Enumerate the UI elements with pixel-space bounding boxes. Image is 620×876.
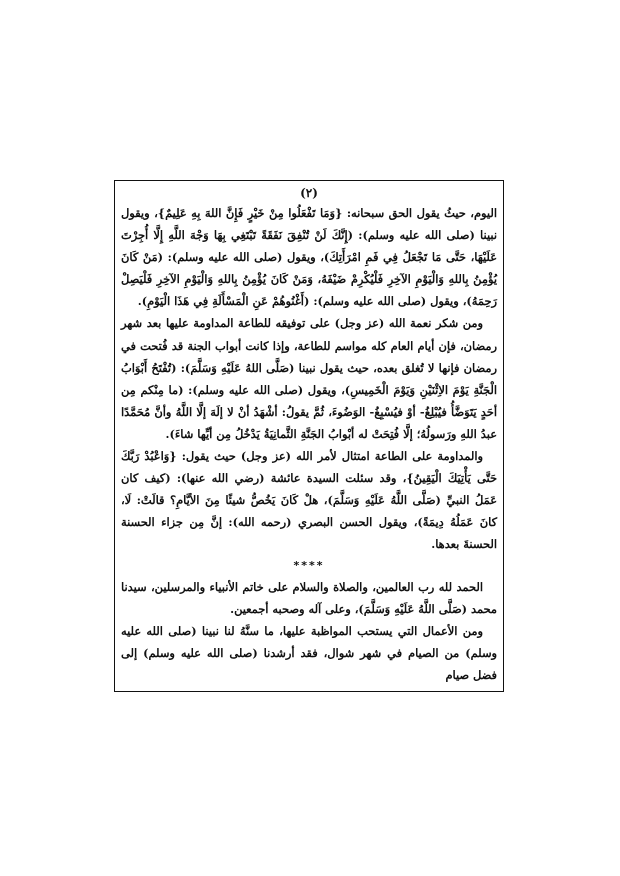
page-frame [114, 180, 504, 692]
section-separator: **** [293, 558, 325, 572]
paragraph-5: ومن الأعمال التي يستحب المواظبة عليها، ما سنَّهُ لنا نبينا (صلى الله عليه وسلم) من الصيام في شهر شوال، فقد أرشدنا (صلى الله عليه وسلم) إلى فضل صيام [121, 623, 497, 682]
paragraph-1: اليوم، حيثُ يقول الحق سبحانه: {وَمَا تَفْعَلُوا مِنْ خَيْرٍ فَإِنَّ اللهَ بِهِ عَلِيمٌ}، ويقول نبينا (صلى الله عليه وسلم): (إِنَّكَ لَنْ تُنْفِقَ نَفَقَةً تَبْتَغِي بِهَا وَجْهَ اللَّهِ إِلَّا أُجِرْتَ عَلَيْهَا، حَتَّى مَا تَجْعَلُ فِي فَمِ امْرَأَتِكَ)، ويقول (صلى الله عليه وسلم): (مَنْ كَانَ يُؤْمِنُ بِاللهِ وَالْيَوْمِ الآخِرِ فَلْيُكْرِمْ ضَيْفَهُ، وَمَنْ كَانَ يُؤْمِنُ بِاللهِ وَالْيَوْمِ الآخِرِ فَلْيَصِلْ رَحِمَهُ)، ويقول (صلى الله عليه وسلم): (أَغْنُوهُمْ عَنِ الْمَسْأَلَةِ فِي هَذَا الْيَوْمِ). [121, 206, 497, 309]
paragraph-4: الحمد لله رب العالمين، والصلاة والسلام على خاتم الأنبياء والمرسلين، سيدنا محمد (صَلَّى اللَّهُ عَلَيْهِ وَسَلَّمَ)، وعلى آله وصحبه أجمعين. [121, 579, 497, 616]
paragraph-3: والمداومة على الطاعة امتثال لأمر الله (عز وجل) حيث يقول: {وَاعْبُدْ رَبَّكَ حَتَّى يَأْتِيَكَ الْيَقِينُ}، وقد سئلت السيدة عائشة (رضي الله عنها): (كيف كان عَمَلُ النبيِّ (صَلَّى اللَّهُ عَلَيْهِ وَسَلَّمَ)، هلْ كَانَ يَخُصُّ شيئًا مِنَ الأيَّامِ؟ قالَتْ: لَا، كانَ عَمَلُهُ دِيمَةً)، ويقول الحسن البصري (رحمه الله): إنَّ مِن جزاء الحسنة الحسنةَ بعدها. [121, 449, 497, 552]
paragraph-2: ومن شكر نعمة الله (عز وجل) على توفيقه للطاعة المداومة عليها بعد شهر رمضان، فإن أيام العام كله مواسم للطاعة، وإذا كانت أبواب الجنة قد فُتحت في رمضان فإنها لا تُغلق بعده، حيث يقول نبينا (صَلَّى اللهُ عَلَيْهِ وَسَلَّمَ): (تُفْتَحُ أَبْوَابُ الْجَنَّةِ يَوْمَ الاِثْنَيْنِ وَيَوْمَ الْخَمِيسِ)، ويقول (صلى الله عليه وسلم): (ما مِنْكم مِن أحَدٍ يَتَوَضَّأُ فيُبْلِغُ- أوْ فيُسْبِغُ- الوَضُوءَ، ثُمَّ يقولُ: أشْهَدُ أنْ لا إلَهَ إلَّا اللَّهُ وأنَّ مُحَمَّدًا عبدُ اللهِ ورَسولُهُ؛ إلَّا فُتِحَتْ له أبْوابُ الجَنَّةِ الثَّمانِيَةُ يَدْخُلُ مِن أيِّها شاءَ). [121, 316, 497, 441]
page-number: (٢) [300, 186, 318, 200]
